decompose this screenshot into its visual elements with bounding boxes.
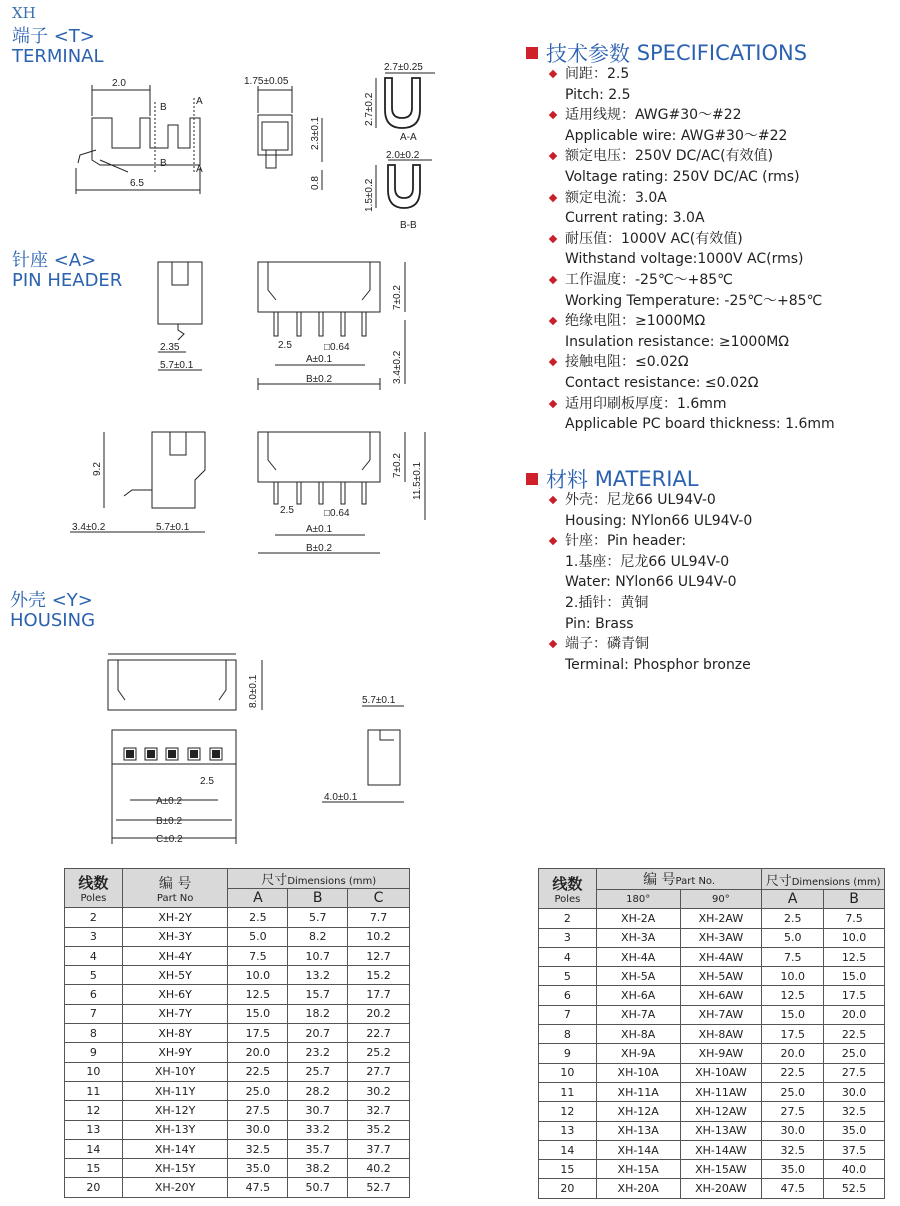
table-cell: XH-9AW xyxy=(680,1044,762,1063)
table-cell: 37.5 xyxy=(824,1140,885,1159)
spec-item-en: Pitch: 2.5 xyxy=(565,86,631,103)
table-cell: XH-14Y xyxy=(122,1139,228,1158)
table-cell: 25.0 xyxy=(228,1081,288,1100)
table-cell: 25.7 xyxy=(288,1062,348,1081)
spec-item-cn: 绝缘电阻：≥1000MΩ xyxy=(548,311,835,332)
specifications-title-cn: 技术参数 xyxy=(546,42,630,66)
table-cell: XH-9A xyxy=(596,1044,680,1063)
pin-header-dimensions-table xyxy=(538,868,885,1199)
table-cell: 28.2 xyxy=(288,1081,348,1100)
dim-text: B±0.2 xyxy=(156,816,183,827)
table-row xyxy=(539,1082,885,1101)
material-line: Terminal: Phosphor bronze xyxy=(565,656,751,673)
table-cell: XH-13A xyxy=(596,1121,680,1140)
table-cell: 32.5 xyxy=(228,1139,288,1158)
table-row xyxy=(65,1081,410,1100)
table-row xyxy=(65,1178,410,1197)
material-line: 1.基座：尼龙66 UL94V-0 xyxy=(565,553,730,570)
table-cell: 35.0 xyxy=(228,1159,288,1178)
table-cell: 50.7 xyxy=(288,1178,348,1197)
table-cell: 32.5 xyxy=(762,1140,824,1159)
table-cell: 15.2 xyxy=(348,966,410,985)
table-cell: 7 xyxy=(539,1005,597,1024)
table-cell: 12.7 xyxy=(348,946,410,965)
table-row xyxy=(539,967,885,986)
table-row xyxy=(539,1025,885,1044)
table-cell: XH-2Y xyxy=(122,908,228,927)
spec-item-cn: 额定电流：3.0A xyxy=(548,188,835,209)
table-cell: XH-12AW xyxy=(680,1102,762,1121)
table-cell: 17.5 xyxy=(762,1025,824,1044)
housing-top-drawing xyxy=(108,654,262,710)
dim-a-header: A xyxy=(228,889,288,908)
dim-text: B xyxy=(160,102,167,113)
table-cell: 11 xyxy=(65,1081,123,1100)
table-cell: XH-6A xyxy=(596,986,680,1005)
poles-header: 线数 Poles xyxy=(65,869,123,908)
table-cell: 14 xyxy=(65,1139,123,1158)
dim-text: 2.3±0.1 xyxy=(310,116,321,150)
table-cell: 52.5 xyxy=(824,1179,885,1198)
spec-item-cn: 接触电阻：≤0.02Ω xyxy=(548,352,835,373)
housing-dimensions-table xyxy=(64,868,410,1198)
dim-text: B xyxy=(160,158,167,169)
table-cell: 9 xyxy=(65,1043,123,1062)
table-cell: XH-5AW xyxy=(680,967,762,986)
material-line: 端子：磷青铜 xyxy=(548,634,752,655)
pin-header-title-en: PIN HEADER xyxy=(12,270,123,291)
dim-text: 5.7±0.1 xyxy=(156,522,190,533)
table-cell: XH-6Y xyxy=(122,985,228,1004)
table-cell: 30.7 xyxy=(288,1101,348,1120)
material-title-cn: 材料 xyxy=(546,468,588,492)
material-line: 2.插针：黄铜 xyxy=(565,594,649,611)
material-line: Pin: Brass xyxy=(565,615,634,632)
table-row xyxy=(539,1121,885,1140)
table-cell: 52.7 xyxy=(348,1178,410,1197)
dim-text: 2.5 xyxy=(278,340,292,351)
table-cell: 7.5 xyxy=(824,909,885,928)
terminal-title-en: TERMINAL xyxy=(12,46,104,67)
table-row xyxy=(65,946,410,965)
dim-c-header: C xyxy=(348,889,410,908)
dim-text: 11.5±0.1 xyxy=(412,461,423,500)
table-row xyxy=(65,1120,410,1139)
dim-b-header: B xyxy=(288,889,348,908)
table-cell: 12.5 xyxy=(762,986,824,1005)
table-cell: 22.5 xyxy=(762,1063,824,1082)
dim-text: 3.4±0.2 xyxy=(392,350,403,384)
table-cell: XH-6AW xyxy=(680,986,762,1005)
table-cell: XH-8AW xyxy=(680,1025,762,1044)
terminal-section-bb xyxy=(376,160,432,208)
table-cell: 17.5 xyxy=(228,1024,288,1043)
table-cell: 35.2 xyxy=(348,1120,410,1139)
dim-text: 2.7±0.2 xyxy=(364,92,375,126)
table-cell: XH-20A xyxy=(596,1179,680,1198)
dim-text: 5.7±0.1 xyxy=(160,360,194,371)
table-cell: 20.2 xyxy=(348,1004,410,1023)
table-cell: XH-8Y xyxy=(122,1024,228,1043)
table-cell: XH-11AW xyxy=(680,1082,762,1101)
table-cell: XH-4AW xyxy=(680,947,762,966)
table-cell: 25.2 xyxy=(348,1043,410,1062)
table-cell: 20.0 xyxy=(762,1044,824,1063)
table-cell: XH-2AW xyxy=(680,909,762,928)
dim-text: 2.7±0.25 xyxy=(384,62,423,73)
table-cell: 9 xyxy=(539,1044,597,1063)
table-cell: 27.5 xyxy=(228,1101,288,1120)
table-cell: 38.2 xyxy=(288,1159,348,1178)
dim-text: B-B xyxy=(400,220,417,231)
table-cell: 10.0 xyxy=(762,967,824,986)
spec-item-cn: 适用印刷板厚度：1.6mm xyxy=(548,394,835,415)
table-cell: XH-10AW xyxy=(680,1063,762,1082)
table-row xyxy=(65,985,410,1004)
table-cell: 15 xyxy=(539,1160,597,1179)
red-square-icon xyxy=(526,47,538,59)
dim-text: 2.5 xyxy=(280,505,294,516)
table-cell: 3 xyxy=(539,928,597,947)
table-row xyxy=(65,1043,410,1062)
spec-item-cn: 耐压值：1000V AC(有效值) xyxy=(548,229,835,250)
table-row xyxy=(539,986,885,1005)
dim-text: 4.0±0.1 xyxy=(324,792,358,803)
table-row xyxy=(539,947,885,966)
table-cell: 15.0 xyxy=(228,1004,288,1023)
table-cell: 10 xyxy=(539,1063,597,1082)
table-cell: 22.7 xyxy=(348,1024,410,1043)
spec-item-en: Applicable PC board thickness: 1.6mm xyxy=(565,416,835,433)
table-cell: XH-14A xyxy=(596,1140,680,1159)
table-cell: 15.7 xyxy=(288,985,348,1004)
table-cell: 37.7 xyxy=(348,1139,410,1158)
table-cell: 27.5 xyxy=(824,1063,885,1082)
specifications-title-en: SPECIFICATIONS xyxy=(636,41,808,65)
material-line: Water: NYlon66 UL94V-0 xyxy=(565,574,737,591)
table-cell: XH-14AW xyxy=(680,1140,762,1159)
table-cell: 15.0 xyxy=(762,1005,824,1024)
table-cell: 12.5 xyxy=(824,947,885,966)
spec-item-cn: 适用线规：AWG#30～#22 xyxy=(548,105,835,126)
table-cell: 32.7 xyxy=(348,1101,410,1120)
table-cell: 20.0 xyxy=(824,1005,885,1024)
table-cell: XH-20AW xyxy=(680,1179,762,1198)
table-cell: XH-4A xyxy=(596,947,680,966)
dim-text: □0.64 xyxy=(324,342,350,353)
table-cell: 2.5 xyxy=(228,908,288,927)
table-cell: 10.7 xyxy=(288,946,348,965)
poles-header: 线数 Poles xyxy=(539,869,597,909)
dim-text: A-A xyxy=(400,132,417,143)
table-cell: 4 xyxy=(65,946,123,965)
dim-text: 0.8 xyxy=(310,176,321,190)
table-cell: 14 xyxy=(539,1140,597,1159)
table-cell: 2 xyxy=(65,908,123,927)
dim-text: 9.2 xyxy=(92,462,103,476)
table-cell: 47.5 xyxy=(228,1178,288,1197)
material-line: 外壳：尼龙66 UL94V-0 xyxy=(548,490,752,511)
dim-text: B±0.2 xyxy=(306,543,333,554)
pin-header-side-drawing xyxy=(158,262,202,370)
table-cell: XH-2A xyxy=(596,909,680,928)
table-row xyxy=(65,1004,410,1023)
table-cell: 12.5 xyxy=(228,985,288,1004)
table-cell: 18.2 xyxy=(288,1004,348,1023)
table-cell: 17.7 xyxy=(348,985,410,1004)
terminal-title-cn: 端子 <T> xyxy=(12,26,95,47)
part-no-header: 编 号Part No. xyxy=(596,869,761,890)
right-angle-header: 90° xyxy=(680,890,762,909)
material-line: Housing: NYlon66 UL94V-0 xyxy=(565,512,753,529)
dim-text: 8.0±0.1 xyxy=(248,674,259,708)
dim-text: 7±0.2 xyxy=(392,285,403,310)
housing-side-drawing xyxy=(322,706,404,802)
spec-item-cn: 工作温度：-25℃～+85℃ xyxy=(548,270,835,291)
table-cell: 7 xyxy=(65,1004,123,1023)
table-cell: XH-7Y xyxy=(122,1004,228,1023)
dim-text: A±0.2 xyxy=(156,796,183,807)
material-title-en: MATERIAL xyxy=(594,467,699,491)
housing-title-cn: 外壳 <Y> xyxy=(10,590,93,611)
table-cell: 20.0 xyxy=(228,1043,288,1062)
spec-item-en: Voltage rating: 250V DC/AC (rms) xyxy=(565,168,800,185)
table-row xyxy=(539,1179,885,1198)
table-cell: XH-3Y xyxy=(122,927,228,946)
dim-text: B±0.2 xyxy=(306,374,333,385)
table-cell: 30.0 xyxy=(228,1120,288,1139)
dim-text: 1.75±0.05 xyxy=(244,76,289,87)
table-cell: 13.2 xyxy=(288,966,348,985)
pin-header-front-drawing xyxy=(258,262,405,390)
pin-header-right-angle-front-drawing xyxy=(258,432,425,553)
table-cell: XH-3A xyxy=(596,928,680,947)
table-cell: 40.2 xyxy=(348,1159,410,1178)
spec-item-en: Applicable wire: AWG#30～#22 xyxy=(565,127,788,144)
table-cell: 30.0 xyxy=(762,1121,824,1140)
table-cell: XH-20Y xyxy=(122,1178,228,1197)
table-row xyxy=(65,1062,410,1081)
spec-item-en: Insulation resistance: ≥1000MΩ xyxy=(565,333,789,350)
table-row xyxy=(65,966,410,985)
table-row xyxy=(65,927,410,946)
table-row xyxy=(65,1159,410,1178)
table-cell: XH-11Y xyxy=(122,1081,228,1100)
pin-header-right-angle-side-drawing xyxy=(70,432,205,532)
table-cell: XH-9Y xyxy=(122,1043,228,1062)
dim-text: C±0.2 xyxy=(156,834,183,845)
table-cell: 25.0 xyxy=(824,1044,885,1063)
table-row xyxy=(539,1005,885,1024)
table-cell: 22.5 xyxy=(824,1025,885,1044)
spec-item-en: Working Temperature: -25℃～+85℃ xyxy=(565,292,823,309)
dim-text: A xyxy=(196,96,203,107)
table-row xyxy=(539,928,885,947)
table-cell: XH-13Y xyxy=(122,1120,228,1139)
table-cell: 25.0 xyxy=(762,1082,824,1101)
table-cell: 8 xyxy=(65,1024,123,1043)
table-cell: XH-7A xyxy=(596,1005,680,1024)
table-cell: XH-11A xyxy=(596,1082,680,1101)
table-cell: 8 xyxy=(539,1025,597,1044)
technical-drawings xyxy=(0,0,520,860)
table-cell: XH-12A xyxy=(596,1102,680,1121)
table-cell: 22.5 xyxy=(228,1062,288,1081)
table-cell: 27.5 xyxy=(762,1102,824,1121)
dim-text: 7±0.2 xyxy=(392,453,403,478)
table-cell: XH-13AW xyxy=(680,1121,762,1140)
table-cell: 15 xyxy=(65,1159,123,1178)
table-row xyxy=(65,1024,410,1043)
table-cell: XH-7AW xyxy=(680,1005,762,1024)
spec-item-en: Withstand voltage:1000V AC(rms) xyxy=(565,251,804,268)
material-line: 针座：Pin header: xyxy=(548,531,752,552)
table-cell: 8.2 xyxy=(288,927,348,946)
table-cell: 7.7 xyxy=(348,908,410,927)
dim-text: 2.35 xyxy=(160,342,180,353)
table-cell: XH-3AW xyxy=(680,928,762,947)
terminal-section-aa xyxy=(376,73,435,128)
table-row xyxy=(539,1044,885,1063)
red-square-icon xyxy=(526,473,538,485)
spec-item-en: Contact resistance: ≤0.02Ω xyxy=(565,374,759,391)
table-cell: 4 xyxy=(539,947,597,966)
table-row xyxy=(539,1140,885,1159)
dim-text: 3.4±0.2 xyxy=(72,522,106,533)
table-cell: XH-10Y xyxy=(122,1062,228,1081)
table-cell: 5.7 xyxy=(288,908,348,927)
table-cell: 11 xyxy=(539,1082,597,1101)
spec-item-cn: 额定电压：250V DC/AC(有效值) xyxy=(548,146,835,167)
dim-text: 2.0 xyxy=(112,78,126,89)
table-cell: XH-10A xyxy=(596,1063,680,1082)
table-cell: 30.2 xyxy=(348,1081,410,1100)
dim-text: 2.0±0.2 xyxy=(386,150,420,161)
table-cell: XH-12Y xyxy=(122,1101,228,1120)
table-cell: XH-5A xyxy=(596,967,680,986)
spec-item-en: Current rating: 3.0A xyxy=(565,210,705,227)
table-cell: 12 xyxy=(539,1102,597,1121)
dim-text: 2.5 xyxy=(200,776,214,787)
table-row xyxy=(539,1160,885,1179)
housing-title-en: HOUSING xyxy=(10,610,96,631)
table-cell: 20.7 xyxy=(288,1024,348,1043)
table-cell: 7.5 xyxy=(228,946,288,965)
table-cell: XH-15A xyxy=(596,1160,680,1179)
series-label: XH xyxy=(12,4,36,22)
table-row xyxy=(539,1063,885,1082)
table-row xyxy=(65,908,410,927)
spec-item-cn: 间距：2.5 xyxy=(548,64,835,85)
table-row xyxy=(539,909,885,928)
dim-text: A xyxy=(196,164,203,175)
material-list xyxy=(548,490,752,675)
table-cell: 20 xyxy=(539,1179,597,1198)
dim-text: 1.5±0.2 xyxy=(364,178,375,212)
table-cell: 2.5 xyxy=(762,909,824,928)
dim-text: 6.5 xyxy=(130,178,144,189)
table-row xyxy=(65,1101,410,1120)
table-row xyxy=(539,1102,885,1121)
table-cell: 5 xyxy=(539,967,597,986)
table-cell: XH-15AW xyxy=(680,1160,762,1179)
table-cell: 6 xyxy=(539,986,597,1005)
table-cell: 3 xyxy=(65,927,123,946)
table-cell: 10.2 xyxy=(348,927,410,946)
specifications-list xyxy=(548,64,835,435)
dimensions-header: 尺寸Dimensions (mm) xyxy=(762,869,885,890)
table-cell: 7.5 xyxy=(762,947,824,966)
table-cell: 5.0 xyxy=(762,928,824,947)
dim-text: 5.7±0.1 xyxy=(362,695,396,706)
table-cell: 35.0 xyxy=(762,1160,824,1179)
table-cell: 35.0 xyxy=(824,1121,885,1140)
dim-b-header: B xyxy=(824,890,885,909)
table-cell: 40.0 xyxy=(824,1160,885,1179)
table-cell: 15.0 xyxy=(824,967,885,986)
table-cell: 10.0 xyxy=(824,928,885,947)
table-cell: 13 xyxy=(539,1121,597,1140)
table-cell: XH-8A xyxy=(596,1025,680,1044)
table-cell: XH-4Y xyxy=(122,946,228,965)
table-cell: 35.7 xyxy=(288,1139,348,1158)
table-cell: 6 xyxy=(65,985,123,1004)
table-cell: 33.2 xyxy=(288,1120,348,1139)
part-no-header: 编 号 Part No xyxy=(122,869,228,908)
straight-header: 180° xyxy=(596,890,680,909)
table-cell: 13 xyxy=(65,1120,123,1139)
table-cell: 32.5 xyxy=(824,1102,885,1121)
table-cell: 47.5 xyxy=(762,1179,824,1198)
table-cell: 2 xyxy=(539,909,597,928)
table-cell: 17.5 xyxy=(824,986,885,1005)
dim-text: A±0.1 xyxy=(306,354,333,365)
pin-header-title-cn: 针座 <A> xyxy=(12,250,97,271)
dim-text: A±0.1 xyxy=(306,524,333,535)
table-cell: 30.0 xyxy=(824,1082,885,1101)
table-cell: 27.7 xyxy=(348,1062,410,1081)
dimensions-header: 尺寸Dimensions (mm) xyxy=(228,869,410,889)
table-cell: 5.0 xyxy=(228,927,288,946)
dim-text: □0.64 xyxy=(324,508,350,519)
table-cell: 20 xyxy=(65,1178,123,1197)
table-cell: 5 xyxy=(65,966,123,985)
table-cell: 10.0 xyxy=(228,966,288,985)
table-cell: XH-15Y xyxy=(122,1159,228,1178)
table-cell: XH-5Y xyxy=(122,966,228,985)
table-row xyxy=(65,1139,410,1158)
dim-a-header: A xyxy=(762,890,824,909)
table-cell: 12 xyxy=(65,1101,123,1120)
table-cell: 10 xyxy=(65,1062,123,1081)
table-cell: 23.2 xyxy=(288,1043,348,1062)
